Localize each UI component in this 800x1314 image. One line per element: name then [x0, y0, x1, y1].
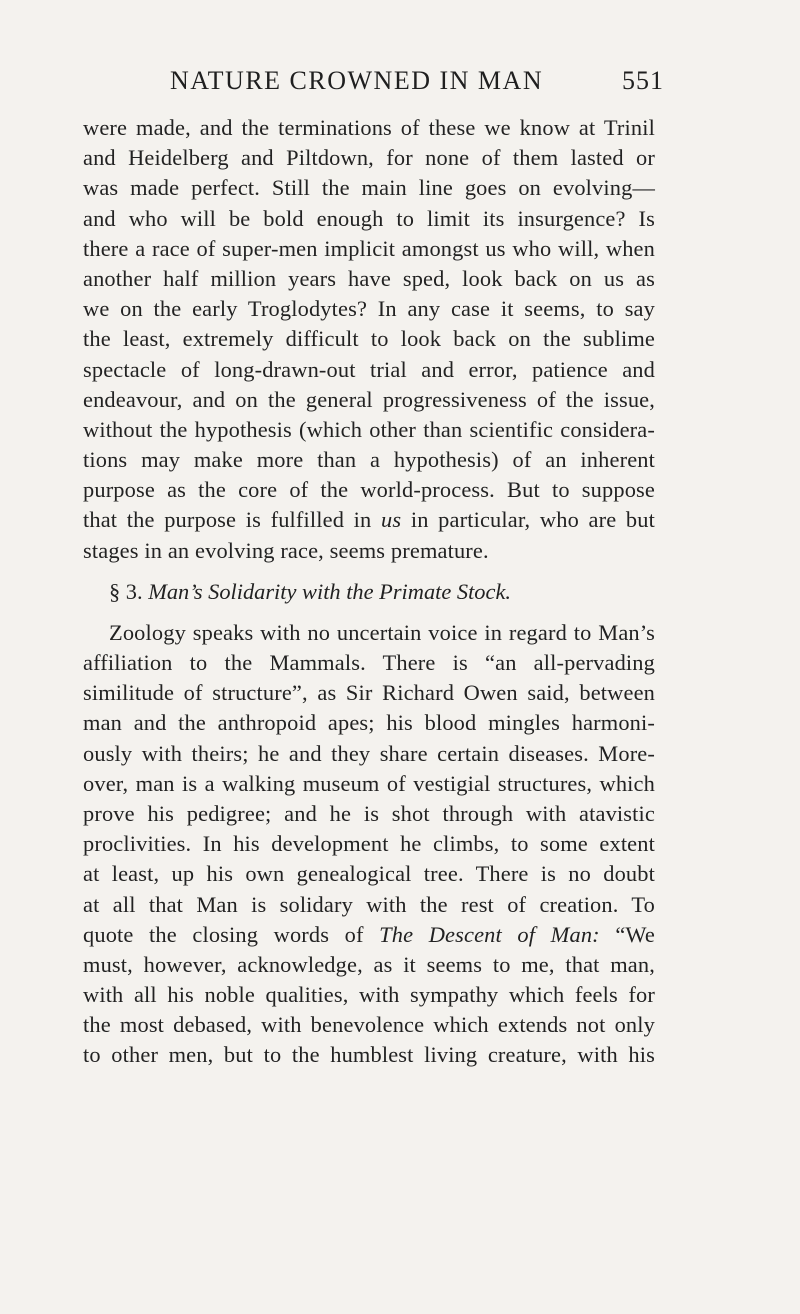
text-run: in particular, who are but	[401, 507, 655, 533]
text-line: must, however, acknowledge, as it seems to me, that man,	[83, 951, 655, 977]
text-line: similitude of structure”, as Sir Richard Owen said, between	[83, 680, 655, 706]
text-line: the most debased, with benevolence which extends not only	[83, 1012, 655, 1038]
text-line: to other men, but to the humblest living creature, with his	[83, 1042, 655, 1068]
text-line: endeavour, and on the general progressiveness of the issue,	[83, 386, 655, 412]
text-line: tions may make more than a hypothesis) of an inherent	[83, 447, 655, 473]
emphasis: us	[381, 507, 402, 533]
section-title: Man’s Solidarity with the Primate Stock.	[148, 578, 511, 604]
text-line: stages in an evolving race, seems premature.	[83, 537, 489, 563]
text-line	[83, 505, 655, 535]
text-line: Zoology speaks with no uncertain voice in regard to Man’s	[109, 619, 655, 645]
page-body	[83, 113, 655, 1071]
text-line: ously with theirs; he and they share certain diseases. More-	[83, 740, 655, 766]
text-run: quote the closing words of	[83, 921, 380, 947]
text-line: and Heidelberg and Piltdown, for none of them lasted or	[83, 145, 655, 171]
text-line: without the hypothesis (which other than scientific considera-	[83, 416, 655, 442]
text-line: and who will be bold enough to limit its insurgence? Is	[83, 205, 655, 231]
text-line: affiliation to the Mammals. There is “an all-pervading	[83, 650, 655, 675]
text-line: spectacle of long-drawn-out trial and error, patience and	[83, 356, 655, 382]
paragraph-2	[83, 618, 655, 1071]
text-line: man and the anthropoid apes; his blood mingles harmoni-	[83, 710, 655, 736]
text-line: we on the early Troglodytes? In any case it seems, to say	[83, 296, 655, 322]
paragraph-1	[83, 113, 655, 566]
book-title: The Descent of Man:	[379, 921, 600, 947]
text-line: the least, extremely difficult to look back on the sublime	[83, 326, 655, 352]
text-line: proclivities. In his development he climbs, to some extent	[83, 831, 655, 857]
text-line: at least, up his own genealogical tree. There is no doubt	[83, 861, 655, 887]
text-line	[83, 920, 655, 950]
text-line: over, man is a walking museum of vestigial structures, which	[83, 770, 655, 796]
page-number: 551	[622, 66, 664, 95]
text-line: were made, and the terminations of these we know at Trinil	[83, 115, 655, 140]
text-line: with all his noble qualities, with sympathy which feels for	[83, 982, 655, 1008]
text-line: prove his pedigree; and he is shot through with atavistic	[83, 800, 655, 826]
text-line: at all that Man is solidary with the rest of creation. To	[83, 891, 655, 917]
text-line: purpose as the core of the world-process. But to suppose	[83, 477, 655, 503]
running-title: NATURE CROWNED IN MAN	[170, 66, 544, 95]
text-line: was made perfect. Still the main line goes on evolving—	[83, 175, 655, 201]
text-line: another half million years have sped, look back on us as	[83, 265, 655, 291]
text-run: “We	[599, 921, 656, 947]
section-number: § 3.	[109, 578, 143, 604]
page-header	[170, 66, 664, 106]
section-heading	[83, 566, 655, 618]
text-run: that the purpose is fulfilled in	[83, 507, 382, 533]
text-line: there a race of super-men implicit amongst us who will, when	[83, 235, 655, 261]
